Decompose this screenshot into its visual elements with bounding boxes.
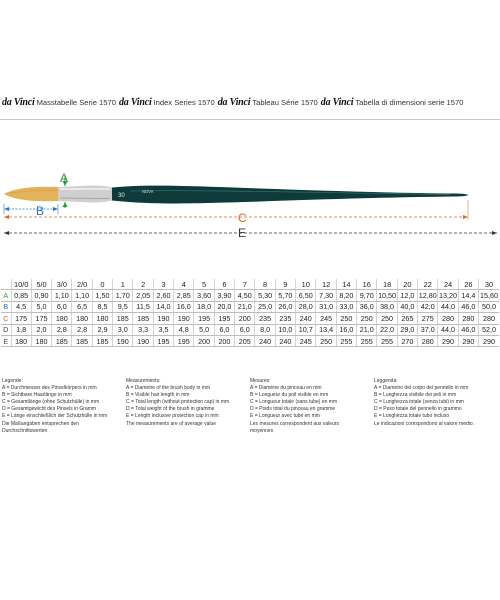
- legend-column: [374, 378, 498, 420]
- table-cell: 2,8: [52, 324, 72, 335]
- table-cell: 16,0: [336, 324, 356, 335]
- legend-note: [250, 421, 374, 435]
- table-cell: 180: [52, 313, 72, 324]
- table-cell: 3,0: [113, 324, 133, 335]
- size-header-cell: 2: [133, 279, 153, 290]
- dimension-label-b: B: [36, 204, 45, 218]
- legend-note-line: The measurements are of average value: [126, 421, 217, 427]
- legend-line: A = Durchmesser des Pinselkörpers in mm: [2, 385, 97, 391]
- table-cell: 40,0: [397, 301, 417, 312]
- legend-line: D = Poids total du pinceau en gramme: [250, 406, 336, 412]
- table-row: [1, 301, 499, 312]
- table-cell: 12,80: [418, 291, 437, 301]
- legend-note-line: Die Maßangaben entsprechen den: [2, 421, 79, 427]
- brand-logo: da Vinci: [217, 97, 251, 108]
- table-cell: 18,0: [194, 301, 214, 312]
- table-cell: 280: [438, 313, 458, 324]
- legend-line: D = Gesamtgewicht des Pinsels in Gramm: [2, 406, 97, 412]
- table-cell: 5,0: [31, 301, 51, 312]
- header-segment-it: da Vinci Tabella di dimensioni serie 1570: [320, 97, 464, 108]
- table-cell: 2,0: [31, 324, 51, 335]
- row-label: E: [1, 335, 11, 346]
- size-header-cell: 1: [113, 279, 133, 290]
- table-cell: 185: [52, 335, 72, 346]
- dimension-label-a: A: [60, 171, 69, 185]
- table-cell: 20,0: [214, 301, 234, 312]
- table-cell: 280: [479, 313, 499, 324]
- legend-line: E = Länge einschließlich der Schutzhülle in mm: [2, 413, 108, 419]
- table-cell: 10,7: [296, 324, 316, 335]
- table-cell: 195: [174, 335, 194, 346]
- size-header-cell: 14: [336, 279, 356, 290]
- table-cell: 240: [296, 313, 316, 324]
- table-cell: 200: [235, 313, 255, 324]
- legend-line: B = Longueur du poil visible en mm: [250, 392, 329, 398]
- size-header-cell: 0: [92, 279, 112, 290]
- row-label: C: [1, 313, 11, 324]
- table-cell: 190: [153, 313, 173, 324]
- bristles: [4, 187, 58, 201]
- table-cell: 180: [11, 335, 31, 346]
- table-cell: 5,30: [255, 290, 275, 301]
- header-segment-de: da Vinci Masstabelle Serie 1570: [2, 97, 116, 108]
- divider: [0, 119, 500, 120]
- table-cell: 9,70: [357, 290, 377, 301]
- legend-line: A = Diamètre du pinceau en mm: [250, 385, 322, 391]
- size-print: 30: [118, 193, 125, 199]
- table-cell: 175: [11, 313, 31, 324]
- table-row: [1, 290, 499, 301]
- size-header-cell: 8: [255, 279, 275, 290]
- size-header-cell: 30: [479, 279, 499, 290]
- table-row: [1, 324, 499, 335]
- table-cell: 195: [214, 313, 234, 324]
- table-cell: 29,0: [397, 324, 417, 335]
- table-cell: 200: [214, 335, 234, 346]
- legend-line: E = Lunghezza totale tubo incluso: [374, 413, 450, 419]
- table-cell: 290: [479, 335, 499, 346]
- table-cell: 195: [153, 335, 173, 346]
- dimensions-table: [1, 279, 499, 347]
- table-cell: 22,0: [377, 324, 397, 335]
- legend-line: A = Diametro del corpo del pennello in mm: [374, 385, 469, 391]
- legend-title: Mesures:: [250, 378, 271, 384]
- table-row: [1, 313, 499, 324]
- table-cell: 11,5: [133, 301, 153, 312]
- size-header-cell: 2/0: [72, 279, 92, 290]
- table-cell: 21,0: [357, 324, 377, 335]
- table-cell: 14,0: [153, 301, 173, 312]
- table-cell: 6,0: [52, 301, 72, 312]
- header-segment-fr: da Vinci Tableau Série 1570: [217, 97, 318, 108]
- table-cell: 270: [397, 335, 417, 346]
- table-cell: 1,50: [92, 290, 112, 301]
- size-header-cell: 20: [397, 279, 417, 290]
- table-cell: 0,85: [11, 290, 31, 301]
- legend-line: D = Total weight of the brush in gramme: [126, 406, 215, 412]
- table-cell: 26,0: [275, 301, 295, 312]
- table-cell: 6,50: [296, 290, 316, 301]
- table-cell: 235: [255, 313, 275, 324]
- table-cell: 265: [397, 313, 417, 324]
- size-header-cell: 3: [153, 279, 173, 290]
- legend-line: E = Longueur avec tube en mm: [250, 413, 320, 419]
- legend-note-line: Le indicazioni corrispondono al valore medio.: [374, 421, 475, 427]
- table-cell: 37,0: [418, 324, 438, 335]
- legend-note: [126, 421, 250, 435]
- table-cell: 33,0: [336, 301, 356, 312]
- table-cell: 205: [235, 335, 255, 346]
- size-header-cell: 3/0: [52, 279, 72, 290]
- table-cell: 190: [133, 335, 153, 346]
- table-cell: 2,9: [92, 324, 112, 335]
- table-cell: 1,70: [113, 290, 133, 301]
- size-header-cell: 7: [235, 279, 255, 290]
- table-cell: 3,5: [153, 324, 173, 335]
- table-cell: 44,0: [438, 324, 458, 335]
- legend-column: [250, 378, 374, 420]
- legend-note-line: Les mesures correspondent aux valeurs: [250, 421, 339, 427]
- dimension-label-e: E: [238, 226, 247, 240]
- table-cell: 13,20: [439, 291, 458, 301]
- size-header-row: [1, 279, 499, 290]
- brand-logo: da Vinci: [118, 97, 152, 108]
- handle: [112, 186, 468, 204]
- brand-logo: da Vinci: [320, 97, 354, 108]
- table-cell: 185: [92, 335, 112, 346]
- size-header-cell: 18: [377, 279, 397, 290]
- size-header-cell: 9: [275, 279, 295, 290]
- row-label: A: [1, 290, 11, 301]
- table-cell: 10,50: [378, 291, 397, 301]
- table-cell: 0,90: [31, 290, 51, 301]
- series-title: [2, 97, 498, 113]
- legend-line: E = Length inclusive protection cap in mm: [126, 413, 219, 419]
- legend-note-line: moyennes: [250, 428, 274, 434]
- table-cell: 8,5: [92, 301, 112, 312]
- legend-line: C = Gesamtlänge (ohne Schutzhülle) in mm: [2, 399, 100, 405]
- table-cell: 245: [316, 313, 336, 324]
- legend-note: [2, 421, 126, 435]
- row-label: B: [1, 301, 11, 312]
- size-header-cell: 5: [194, 279, 214, 290]
- table-cell: 28,0: [296, 301, 316, 312]
- table-cell: 1,10: [52, 290, 72, 301]
- table-cell: 2,8: [72, 324, 92, 335]
- table-cell: 7,30: [316, 290, 336, 301]
- table-cell: 290: [438, 335, 458, 346]
- size-header-cell: 4: [174, 279, 194, 290]
- table-cell: 180: [31, 335, 51, 346]
- handle-print: NOVA: [142, 189, 154, 194]
- table-cell: 42,0: [418, 301, 438, 312]
- table-cell: 5,70: [275, 290, 295, 301]
- legend-line: A = Diametre of the brush body in mm: [126, 385, 211, 391]
- table-cell: 2,05: [133, 290, 153, 301]
- table-cell: 3,90: [214, 290, 234, 301]
- table-cell: 8,20: [336, 290, 356, 301]
- legend-line: B = Lunghezza visibile dei peli in mm: [374, 392, 457, 398]
- size-header-cell: 26: [458, 279, 478, 290]
- table-cell: 3,60: [194, 290, 214, 301]
- table-cell: 21,0: [235, 301, 255, 312]
- table-cell: 15,60: [480, 291, 499, 301]
- table-cell: 250: [316, 335, 336, 346]
- table-cell: 38,0: [377, 301, 397, 312]
- table-cell: 46,0: [458, 301, 478, 312]
- table-cell: 180: [72, 313, 92, 324]
- table-cell: 12,0: [397, 290, 417, 301]
- table-cell: 13,4: [316, 324, 336, 335]
- table-cell: 245: [296, 335, 316, 346]
- table-cell: 5,0: [194, 324, 214, 335]
- table-cell: 275: [418, 313, 438, 324]
- table-row: [1, 335, 499, 346]
- table-cell: 1,8: [11, 324, 31, 335]
- table-cell: 190: [113, 335, 133, 346]
- table-cell: 190: [174, 313, 194, 324]
- table-cell: 4,50: [235, 290, 255, 301]
- legend-line: D = Peso totale del pennello in grammo: [374, 406, 462, 412]
- brush-diagram: [0, 160, 500, 240]
- table-cell: 10,0: [275, 324, 295, 335]
- table-cell: 52,0: [479, 324, 499, 335]
- table-cell: 185: [113, 313, 133, 324]
- legend-line: B = Sichtbare Haarlänge in mm: [2, 392, 72, 398]
- table-cell: 280: [418, 335, 438, 346]
- size-header-cell: 5/0: [31, 279, 51, 290]
- table-cell: 6,0: [235, 324, 255, 335]
- size-header-cell: 12: [316, 279, 336, 290]
- table-cell: 2,85: [174, 290, 194, 301]
- table-cell: 2,60: [153, 290, 173, 301]
- table-cell: 290: [458, 335, 478, 346]
- table-cell: 1,10: [72, 290, 92, 301]
- size-header-cell: 22: [418, 279, 438, 290]
- size-header-cell: 24: [438, 279, 458, 290]
- table-cell: 255: [336, 335, 356, 346]
- table-cell: 6,5: [72, 301, 92, 312]
- table-cell: 14,4: [458, 290, 478, 301]
- table-cell: 280: [458, 313, 478, 324]
- table-cell: 9,5: [113, 301, 133, 312]
- table-cell: 180: [92, 313, 112, 324]
- table-cell: 6,0: [214, 324, 234, 335]
- legend-title: Leggenda:: [374, 378, 398, 384]
- table-cell: 240: [255, 335, 275, 346]
- table-cell: 8,0: [255, 324, 275, 335]
- table-cell: 50,0: [479, 301, 499, 312]
- legend-line: C = Total length (without protection cap) in mm: [126, 399, 230, 405]
- legend: [2, 378, 498, 420]
- table-cell: 235: [275, 313, 295, 324]
- ferrule: [58, 186, 112, 203]
- table-cell: 175: [31, 313, 51, 324]
- table-cell: 4,8: [174, 324, 194, 335]
- table-cell: 195: [194, 313, 214, 324]
- corner-cell: [1, 279, 11, 290]
- legend-column: [126, 378, 250, 420]
- table-cell: 25,0: [255, 301, 275, 312]
- header-segment-en: da Vinci Index Series 1570: [118, 97, 215, 108]
- size-header-cell: 6: [214, 279, 234, 290]
- table-cell: 240: [275, 335, 295, 346]
- table-cell: 46,0: [458, 324, 478, 335]
- table-cell: 4,5: [11, 301, 31, 312]
- table-cell: 250: [336, 313, 356, 324]
- dimension-label-c: C: [238, 211, 247, 225]
- table-cell: 200: [194, 335, 214, 346]
- size-header-cell: 10/0: [11, 279, 31, 290]
- legend-line: B = Visible hair length in mm: [126, 392, 190, 398]
- table-cell: 31,0: [316, 301, 336, 312]
- table-cell: 185: [72, 335, 92, 346]
- table-cell: 250: [377, 313, 397, 324]
- table-cell: 36,0: [357, 301, 377, 312]
- legend-line: C = Lunghezza totale (senza tubi) in mm: [374, 399, 464, 405]
- legend-notes: [2, 421, 498, 435]
- brush-drawing: [0, 160, 500, 240]
- size-header-cell: 10: [296, 279, 316, 290]
- legend-note: [374, 421, 498, 435]
- legend-title: Legende:: [2, 378, 23, 384]
- legend-note-line: Durchschnittswerten: [2, 428, 48, 434]
- table-cell: 44,0: [438, 301, 458, 312]
- brand-logo: da Vinci: [2, 97, 35, 108]
- table-cell: 255: [357, 335, 377, 346]
- legend-title: Measurements:: [126, 378, 161, 384]
- table-cell: 185: [133, 313, 153, 324]
- table-cell: 250: [357, 313, 377, 324]
- table-cell: 255: [377, 335, 397, 346]
- table-cell: 3,3: [133, 324, 153, 335]
- legend-column: [2, 378, 126, 420]
- legend-line: C = Longueur totale (sans tube) en mm: [250, 399, 338, 405]
- row-label: D: [1, 324, 11, 335]
- table-cell: 16,0: [174, 301, 194, 312]
- size-header-cell: 16: [357, 279, 377, 290]
